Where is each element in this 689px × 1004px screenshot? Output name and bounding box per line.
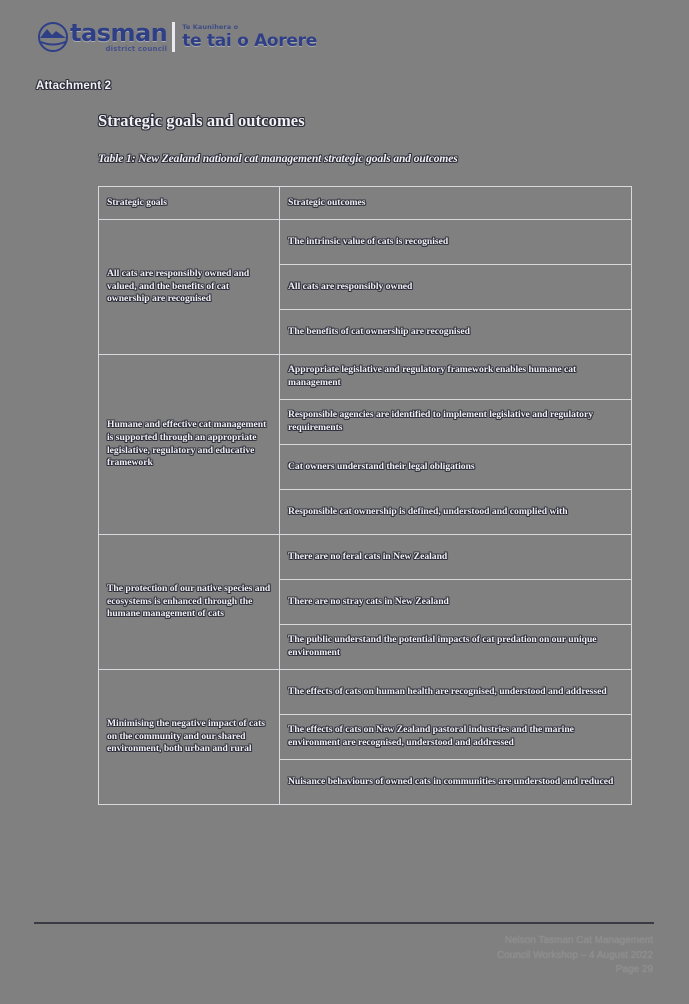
logo-wordmark (70, 21, 167, 53)
footer-divider (34, 922, 654, 924)
logo-divider (172, 22, 175, 52)
outcome-cell: All cats are responsibly owned (280, 265, 632, 310)
outcome-cell: The benefits of cat ownership are recognised (280, 310, 632, 355)
footer-page-number: Page 29 (615, 964, 653, 975)
outcome-cell: Responsible agencies are identified to implement legislative and regulatory requirements (280, 400, 632, 445)
outcome-cell: Nuisance behaviours of owned cats in communities are understood and reduced (280, 760, 632, 805)
footer-line-2: Council Workshop – 4 August 2022 (496, 949, 653, 961)
table-header-row (99, 187, 632, 220)
outcome-cell: The effects of cats on human health are recognised, understood and addressed (280, 670, 632, 715)
logo-maori-subtitle: Te Kaunihera o (182, 23, 239, 32)
logo-maori-block (182, 24, 317, 50)
table-body (99, 220, 632, 805)
logo-council-text: district council (105, 45, 168, 53)
column-header-strategic-outcomes: Strategic outcomes (280, 187, 632, 220)
goal-cell: Humane and effective cat management is supported through an appropriate legislative, regulatory and educative framework (99, 355, 280, 535)
table-row (99, 535, 632, 580)
attachment-label: Attachment 2 (36, 80, 112, 92)
outcome-cell: The intrinsic value of cats is recognised (280, 220, 632, 265)
table-row (99, 355, 632, 400)
column-header-strategic-goals: Strategic goals (99, 187, 280, 220)
goal-cell: Minimising the negative impact of cats on the community and our shared environment, both urban and rural (99, 670, 280, 805)
tasman-district-council-logo (38, 18, 317, 56)
outcome-cell: There are no feral cats in New Zealand (280, 535, 632, 580)
footer-line-1: Nelson Tasman Cat Management (504, 935, 653, 946)
page-footer (497, 934, 653, 978)
goal-cell: The protection of our native species and ecosystems is enhanced through the humane management of cats (99, 535, 280, 670)
table-row (99, 670, 632, 715)
mountain-lake-icon (38, 22, 68, 52)
outcome-cell: Cat owners understand their legal obligations (280, 445, 632, 490)
goal-cell: All cats are responsibly owned and valued, and the benefits of cat ownership are recognised (99, 220, 280, 355)
outcome-cell: The public understand the potential impacts of cat predation on our unique environment (280, 625, 632, 670)
outcome-cell: Responsible cat ownership is defined, understood and complied with (280, 490, 632, 535)
page-title: Strategic goals and outcomes (98, 111, 305, 130)
logo-tasman-text: tasman (70, 19, 168, 47)
logo-maori-title: te tai o Aorere (182, 30, 317, 51)
table-row (99, 220, 632, 265)
outcome-cell: Appropriate legislative and regulatory framework enables humane cat management (280, 355, 632, 400)
strategic-goals-table (98, 186, 632, 805)
outcome-cell: The effects of cats on New Zealand pastoral industries and the marine environment are recognised, understood and addressed (280, 715, 632, 760)
table-caption: Table 1: New Zealand national cat management strategic goals and outcomes (98, 153, 458, 165)
outcome-cell: There are no stray cats in New Zealand (280, 580, 632, 625)
